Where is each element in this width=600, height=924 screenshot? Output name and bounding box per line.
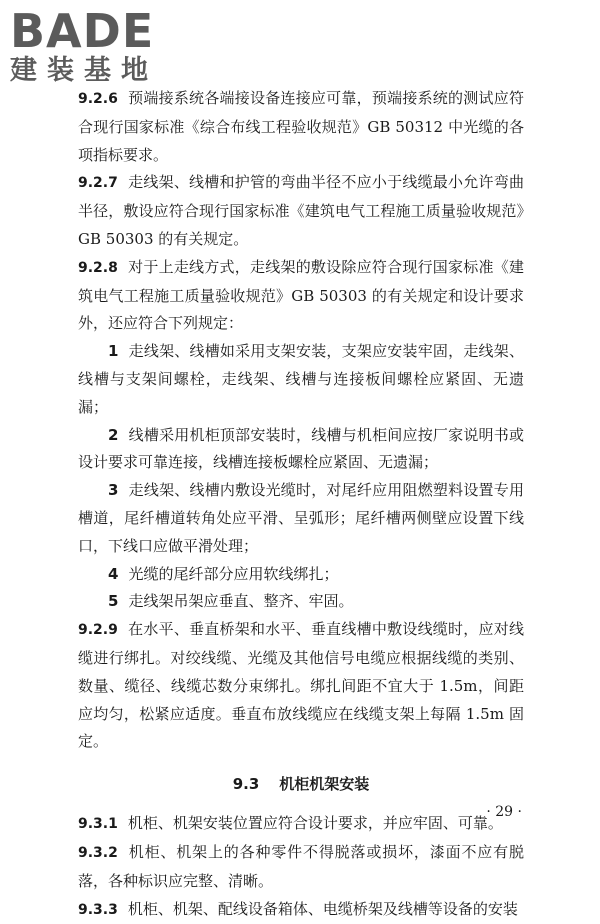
list-item — [78, 338, 524, 421]
clause-text: 机柜、机架、配线设备箱体、电缆桥架及线槽等设备的安装 — [127, 899, 518, 918]
watermark-chinese-text: 建装基地 — [10, 55, 158, 86]
clause-number: 9.2.8 — [78, 259, 118, 276]
clause-text: 在水平、垂直桥架和水平、垂直线槽中敷设线缆时，应对线缆进行绑扎。对绞线缆、光缆及其他信号电缆应根据线缆的类别、数量、缆径、线缆芯数分束绑扎。绑扎间距不宜大于 1.5m，间距应均匀，松紧应适度。垂直布放线缆应在线缆支架上每隔 1.5m 固定。 — [78, 620, 524, 751]
section-number: 9.3 — [232, 775, 260, 794]
bade-watermark-logo — [10, 6, 180, 88]
section-title-text: 机柜机架安装 — [279, 775, 370, 794]
clause-text: 机柜、机架上的各种零件不得脱落或损坏，漆面不应有脱落，各种标识应完整、清晰。 — [78, 842, 524, 890]
clause-text: 机柜、机架安装位置应符合设计要求，并应牢固、可靠。 — [127, 814, 503, 833]
clause-9-2-6 — [78, 85, 524, 169]
clause-9-2-9 — [78, 616, 524, 756]
item-number: 2 — [108, 425, 119, 444]
clause-text: 对于上走线方式，走线架的敷设除应符合现行国家标准《建筑电气工程施工质量验收规范》GB 50303 的有关规定和设计要求外，还应符合下列规定： — [78, 257, 524, 333]
clause-number: 9.3.3 — [78, 901, 118, 918]
item-number: 4 — [108, 564, 119, 583]
item-text: 走线架吊架应垂直、整齐、牢固。 — [128, 592, 354, 611]
clause-9-3-2 — [78, 839, 524, 896]
item-text: 光缆的尾纤部分应用软线绑扎； — [128, 564, 339, 583]
clause-9-2-8 — [78, 254, 524, 338]
page-number: · 29 · — [486, 804, 522, 820]
clause-number: 9.2.7 — [78, 175, 118, 192]
list-item — [78, 477, 524, 560]
item-text: 走线架、线槽内敷设光缆时，对尾纤应用阻燃塑料设置专用槽道，尾纤槽道转角处应平滑、呈弧形；尾纤槽两侧壁应设置下线口，下线口应做平滑处理； — [78, 481, 524, 555]
clause-text: 走线架、线槽和护管的弯曲半径不应小于线缆最小允许弯曲半径，敷设应符合现行国家标准《建筑电气工程施工质量验收规范》GB 50303 的有关规定。 — [78, 173, 524, 248]
item-number: 1 — [108, 342, 119, 361]
page-body — [78, 85, 524, 924]
clause-number: 9.3.2 — [78, 844, 118, 861]
clause-number: 9.3.1 — [78, 816, 118, 833]
clause-number: 9.2.6 — [78, 91, 118, 107]
list-item — [78, 561, 524, 589]
item-text: 线槽采用机柜顶部安装时，线槽与机柜间应按厂家说明书或设计要求可靠连接，线槽连接板螺栓应紧固、无遗漏； — [78, 425, 524, 472]
clause-text: 预端接系统各端接设备连接应可靠，预端接系统的测试应符合现行国家标准《综合布线工程验收规范》GB 50312 中光缆的各项指标要求。 — [78, 89, 524, 164]
list-item — [78, 588, 524, 616]
list-item — [78, 422, 524, 478]
item-number: 5 — [108, 592, 119, 611]
section-heading — [78, 770, 524, 798]
item-text: 走线架、线槽如采用支架安装，支架应安装牢固，走线架、线槽与支架间螺栓，走线架、线槽与连接板间螺栓应紧固、无遗漏； — [78, 342, 524, 416]
clause-number: 9.2.9 — [78, 622, 118, 639]
item-number: 3 — [108, 481, 119, 500]
clause-9-3-1 — [78, 810, 524, 839]
clause-9-2-7 — [78, 169, 524, 253]
watermark-latin-text: BADE — [10, 4, 155, 58]
